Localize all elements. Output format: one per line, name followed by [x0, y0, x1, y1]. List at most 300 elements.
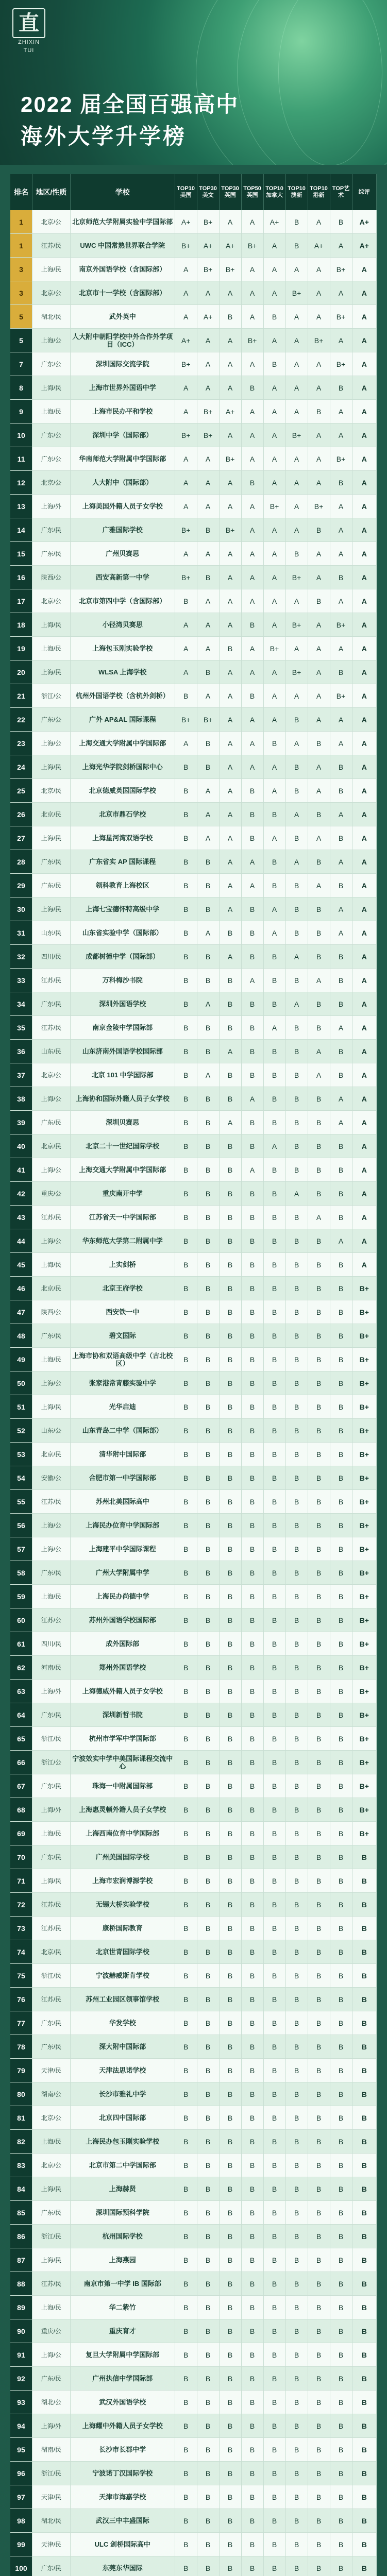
rank-cell: 90 [10, 2319, 32, 2343]
grade-cell: B [219, 2130, 241, 2154]
grade-cell: B [241, 1703, 263, 1727]
grade-cell: B [285, 2414, 308, 2438]
table-row [10, 542, 377, 566]
region-cell: 上海/民 [32, 2130, 70, 2154]
grade-cell: B [308, 2177, 330, 2201]
school-cell: 重庆育才 [70, 2319, 175, 2343]
grade-cell: B [330, 1063, 352, 1087]
region-cell: 江苏/民 [32, 1988, 70, 2011]
overall-grade-cell: A [352, 826, 377, 850]
table-row [10, 376, 377, 400]
table-row [10, 2082, 377, 2106]
grade-cell: B [263, 2414, 285, 2438]
grade-cell: B [197, 1561, 219, 1585]
grade-cell: B [175, 2154, 197, 2177]
grade-cell: B [308, 1466, 330, 1490]
grade-cell: B [175, 969, 197, 992]
grade-cell: A [308, 210, 330, 234]
grade-cell: B [308, 1751, 330, 1774]
region-cell: 江苏/民 [32, 969, 70, 992]
grade-cell: B [308, 2367, 330, 2391]
overall-grade-cell: B [352, 2035, 377, 2059]
grade-cell: B [285, 1490, 308, 1514]
grade-cell: B [330, 1040, 352, 1063]
school-cell: 华二紫竹 [70, 2296, 175, 2319]
grade-cell: B [330, 2225, 352, 2248]
overall-grade-cell: B [352, 2248, 377, 2272]
grade-cell: B+ [285, 423, 308, 447]
school-cell: 北京市十一学校（含国际部） [70, 281, 175, 305]
grade-cell: B [330, 1490, 352, 1514]
school-cell: 上海包玉刚实验学校 [70, 637, 175, 660]
grade-cell: A [330, 1111, 352, 1134]
region-cell: 浙江/公 [32, 684, 70, 708]
grade-cell: A [263, 921, 285, 945]
grade-cell: B [241, 2225, 263, 2248]
grade-cell: A [219, 755, 241, 779]
table-row [10, 637, 377, 660]
grade-cell: A [330, 637, 352, 660]
grade-cell: B [285, 1348, 308, 1371]
school-cell: 上海光华学院剑桥国际中心 [70, 755, 175, 779]
grade-cell: B [175, 2343, 197, 2367]
grade-cell: B [175, 1751, 197, 1774]
school-cell: 上海耀中外籍人员子女学校 [70, 2414, 175, 2438]
grade-cell: B [197, 2319, 219, 2343]
grade-cell: A [263, 376, 285, 400]
grade-cell: A [219, 945, 241, 969]
rank-cell: 50 [10, 1371, 32, 1395]
grade-cell: A [241, 400, 263, 423]
rank-cell: 29 [10, 874, 32, 897]
rank-cell: 1 [10, 234, 32, 258]
grade-cell: B [241, 921, 263, 945]
rank-cell: 84 [10, 2177, 32, 2201]
grade-cell: B [285, 2533, 308, 2556]
grade-cell: B [285, 1158, 308, 1182]
grade-cell: B [263, 945, 285, 969]
school-cell: 深圳国际交流学院 [70, 352, 175, 376]
overall-grade-cell: B+ [352, 1774, 377, 1798]
grade-cell: B [308, 1727, 330, 1751]
grade-cell: A [330, 542, 352, 566]
grade-cell: B [263, 2225, 285, 2248]
school-cell: 上海民办尚德中学 [70, 1585, 175, 1608]
grade-cell: B [308, 1324, 330, 1348]
overall-grade-cell: A [352, 1182, 377, 1206]
grade-cell: B [197, 2391, 219, 2414]
grade-cell: B [330, 1774, 352, 1798]
grade-cell: B [263, 2533, 285, 2556]
region-cell: 江苏/民 [32, 234, 70, 258]
rank-cell: 72 [10, 1893, 32, 1917]
grade-cell: A [241, 1087, 263, 1111]
grade-cell: B+ [197, 210, 219, 234]
grade-cell: B [285, 969, 308, 992]
grade-cell: B [175, 1656, 197, 1680]
grade-cell: B [197, 1443, 219, 1466]
grade-cell: B [285, 755, 308, 779]
school-cell: 南京市第一中学 IB 国际部 [70, 2272, 175, 2296]
grade-cell: A [330, 850, 352, 874]
grade-cell: A [175, 542, 197, 566]
grade-cell: B [219, 1371, 241, 1395]
grade-cell: B [175, 826, 197, 850]
rank-cell: 49 [10, 1348, 32, 1371]
table-row [10, 613, 377, 637]
region-cell: 广东/民 [32, 518, 70, 542]
table-row [10, 1443, 377, 1466]
grade-cell: B [219, 1419, 241, 1443]
ranking-table [10, 174, 377, 2576]
grade-cell: B [219, 1561, 241, 1585]
grade-cell: B [219, 1940, 241, 1964]
grade-cell: B [175, 1798, 197, 1822]
table-row [10, 2343, 377, 2367]
grade-cell: A [308, 779, 330, 803]
school-cell: 广州大学附属中学 [70, 1561, 175, 1585]
grade-cell: A [241, 305, 263, 329]
grade-cell: B [285, 2343, 308, 2367]
school-cell: 北京四中国际部 [70, 2106, 175, 2130]
grade-cell: A [285, 684, 308, 708]
region-cell: 广东/民 [32, 2035, 70, 2059]
region-cell: 广东/民 [32, 992, 70, 1016]
rank-cell: 3 [10, 258, 32, 281]
grade-cell: B [175, 2533, 197, 2556]
rank-cell: 38 [10, 1087, 32, 1111]
table-row [10, 1964, 377, 1988]
overall-grade-cell: B [352, 2367, 377, 2391]
region-cell: 重庆/公 [32, 2319, 70, 2343]
grade-cell: B [219, 2272, 241, 2296]
overall-grade-cell: A [352, 281, 377, 305]
grade-cell: B [219, 1063, 241, 1087]
grade-cell: B [285, 2272, 308, 2296]
school-cell: 山东济南外国语学校国际部 [70, 1040, 175, 1063]
grade-cell: B [308, 897, 330, 921]
rank-cell: 54 [10, 1466, 32, 1490]
grade-cell: B [241, 1869, 263, 1893]
region-cell: 广东/民 [32, 874, 70, 897]
region-cell: 北京/民 [32, 1443, 70, 1466]
grade-cell: B [308, 1774, 330, 1798]
school-cell: 光华启迪 [70, 1395, 175, 1419]
grade-cell: B+ [330, 352, 352, 376]
grade-cell: B [219, 1751, 241, 1774]
grade-cell: B [263, 1608, 285, 1632]
region-cell: 广东/公 [32, 708, 70, 732]
grade-cell: B [197, 2082, 219, 2106]
grade-cell: B [263, 2035, 285, 2059]
school-cell: 上海惠灵顿外籍人员子女学校 [70, 1798, 175, 1822]
grade-cell: B [263, 2059, 285, 2082]
table-row [10, 897, 377, 921]
grade-cell: B [308, 2225, 330, 2248]
grade-cell: B [241, 1182, 263, 1206]
grade-cell: B [285, 1395, 308, 1419]
grade-cell: B [308, 2296, 330, 2319]
school-cell: 广州执信中学国际部 [70, 2367, 175, 2391]
grade-cell: B+ [219, 518, 241, 542]
grade-cell: B [263, 2082, 285, 2106]
grade-cell: A [263, 826, 285, 850]
grade-cell: A+ [175, 210, 197, 234]
table-row [10, 755, 377, 779]
grade-cell: B [263, 2201, 285, 2225]
grade-cell: A [308, 471, 330, 495]
grade-cell: B [308, 1537, 330, 1561]
rank-cell: 91 [10, 2343, 32, 2367]
overall-grade-cell: B [352, 1917, 377, 1940]
rank-cell: 35 [10, 1016, 32, 1040]
region-cell: 上海/民 [32, 2296, 70, 2319]
school-cell: 小径湾贝赛思 [70, 613, 175, 637]
grade-cell: A [241, 637, 263, 660]
grade-cell: B+ [308, 329, 330, 352]
table-row [10, 566, 377, 589]
table-row [10, 1845, 377, 1869]
table-row [10, 2272, 377, 2296]
grade-cell: B [330, 2438, 352, 2462]
grade-cell: B [241, 2296, 263, 2319]
region-cell: 江苏/公 [32, 1608, 70, 1632]
grade-cell: B [263, 1040, 285, 1063]
table-row [10, 1608, 377, 1632]
table-row [10, 2130, 377, 2154]
grade-cell: B [330, 2154, 352, 2177]
grade-cell: A [197, 376, 219, 400]
rank-cell: 56 [10, 1514, 32, 1537]
school-cell: 碧文国际 [70, 1324, 175, 1348]
overall-grade-cell: A [352, 732, 377, 755]
grade-cell: B [263, 1300, 285, 1324]
region-cell: 北京/公 [32, 281, 70, 305]
school-cell: 广雅国际学校 [70, 518, 175, 542]
grade-cell: B+ [197, 423, 219, 447]
grade-cell: B [175, 1561, 197, 1585]
grade-cell: B [285, 1040, 308, 1063]
grade-cell: B [219, 1680, 241, 1703]
region-cell: 北京/公 [32, 471, 70, 495]
grade-cell: B [241, 1845, 263, 1869]
grade-cell: B [330, 2485, 352, 2509]
grade-cell: B+ [197, 258, 219, 281]
grade-cell: B [241, 1727, 263, 1751]
grade-cell: B [330, 1656, 352, 1680]
rank-cell: 32 [10, 945, 32, 969]
grade-cell: B [219, 2225, 241, 2248]
rank-cell: 14 [10, 518, 32, 542]
school-cell: 北京市第二中学国际部 [70, 2154, 175, 2177]
grade-cell: B [197, 874, 219, 897]
grade-cell: B [330, 826, 352, 850]
grade-cell: B [241, 1893, 263, 1917]
grade-cell: B [241, 1348, 263, 1371]
grade-cell: B [219, 1443, 241, 1466]
overall-grade-cell: B+ [352, 1443, 377, 1466]
column-header: 学校 [70, 174, 175, 210]
grade-cell: B [241, 1277, 263, 1300]
overall-grade-cell: A [352, 755, 377, 779]
grade-cell: B [285, 1751, 308, 1774]
grade-cell: B [197, 1917, 219, 1940]
rank-cell: 88 [10, 2272, 32, 2296]
grade-cell: B [330, 2011, 352, 2035]
grade-cell: B [285, 1798, 308, 1822]
overall-grade-cell: B [352, 2082, 377, 2106]
grade-cell: B [263, 874, 285, 897]
rank-cell: 22 [10, 708, 32, 732]
grade-cell: B [197, 2106, 219, 2130]
table-row [10, 2059, 377, 2082]
grade-cell: A [219, 376, 241, 400]
grade-cell: A [219, 1111, 241, 1134]
grade-cell: B [175, 1774, 197, 1798]
grade-cell: B [197, 2130, 219, 2154]
grade-cell: B [175, 1182, 197, 1206]
grade-cell: B [308, 1514, 330, 1537]
rank-cell: 5 [10, 329, 32, 352]
rank-cell: 65 [10, 1727, 32, 1751]
grade-cell: B [219, 2106, 241, 2130]
grade-cell: B [263, 1063, 285, 1087]
grade-cell: B [330, 1845, 352, 1869]
region-cell: 上海/公 [32, 329, 70, 352]
grade-cell: B [175, 1869, 197, 1893]
table-row [10, 2509, 377, 2533]
grade-cell: A [241, 660, 263, 684]
grade-cell: A [330, 1087, 352, 1111]
rank-cell: 31 [10, 921, 32, 945]
grade-cell: B [263, 1798, 285, 1822]
table-row [10, 1537, 377, 1561]
rank-cell: 71 [10, 1869, 32, 1893]
grade-cell: B [197, 2177, 219, 2201]
grade-cell: B [219, 2462, 241, 2485]
table-row [10, 1371, 377, 1395]
region-cell: 广东/公 [32, 447, 70, 471]
school-cell: 广东省实 AP 国际课程 [70, 850, 175, 874]
grade-cell: B [219, 1964, 241, 1988]
school-cell: 上海市世界外国语中学 [70, 376, 175, 400]
grade-cell: A [197, 589, 219, 613]
overall-grade-cell: B [352, 2154, 377, 2177]
overall-grade-cell: B [352, 1893, 377, 1917]
school-cell: 无锡大桥实验学校 [70, 1893, 175, 1917]
grade-cell: B [219, 1466, 241, 1490]
school-cell: 人大附中（国际部） [70, 471, 175, 495]
table-row [10, 1561, 377, 1585]
school-cell: 广州贝赛思 [70, 542, 175, 566]
grade-cell: B [330, 1537, 352, 1561]
grade-cell: B [219, 969, 241, 992]
grade-cell: B [175, 2319, 197, 2343]
grade-cell: B [175, 779, 197, 803]
grade-cell: B [285, 1134, 308, 1158]
school-cell: 天津法思诺学校 [70, 2059, 175, 2082]
rank-cell: 7 [10, 352, 32, 376]
table-row [10, 1585, 377, 1608]
grade-cell: B [330, 2296, 352, 2319]
rank-cell: 52 [10, 1419, 32, 1443]
rank-cell: 3 [10, 281, 32, 305]
table-row [10, 1016, 377, 1040]
school-cell: 上海赫贤 [70, 2177, 175, 2201]
grade-cell: B [197, 2414, 219, 2438]
grade-cell: B [241, 2556, 263, 2576]
rank-cell: 51 [10, 1395, 32, 1419]
grade-cell: B+ [197, 708, 219, 732]
grade-cell: B [197, 1608, 219, 1632]
region-cell: 广东/民 [32, 850, 70, 874]
grade-cell: B [241, 779, 263, 803]
region-cell: 上海/民 [32, 2248, 70, 2272]
grade-cell: B [263, 1988, 285, 2011]
region-cell: 广东/民 [32, 1703, 70, 1727]
grade-cell: B [263, 969, 285, 992]
overall-grade-cell: A [352, 921, 377, 945]
grade-cell: A [263, 589, 285, 613]
table-row [10, 1727, 377, 1751]
grade-cell: B [330, 660, 352, 684]
rank-cell: 64 [10, 1703, 32, 1727]
rank-cell: 37 [10, 1063, 32, 1087]
grade-cell: B [175, 1917, 197, 1940]
grade-cell: A [197, 471, 219, 495]
table-row [10, 1656, 377, 1680]
grade-cell: B [285, 1324, 308, 1348]
overall-grade-cell: A+ [352, 234, 377, 258]
grade-cell: B [175, 1893, 197, 1917]
region-cell: 上海/公 [32, 1087, 70, 1111]
table-row [10, 1869, 377, 1893]
region-cell: 上海/民 [32, 660, 70, 684]
table-row [10, 992, 377, 1016]
grade-cell: B [263, 1324, 285, 1348]
grade-cell: B [308, 518, 330, 542]
grade-cell: B [330, 1348, 352, 1371]
grade-cell: B [197, 1727, 219, 1751]
grade-cell: B [330, 1680, 352, 1703]
grade-cell: B [330, 945, 352, 969]
grade-cell: B [197, 660, 219, 684]
table-row [10, 1348, 377, 1371]
grade-cell: B [330, 1395, 352, 1419]
school-cell: 清华附中国际部 [70, 1443, 175, 1466]
grade-cell: B [175, 1940, 197, 1964]
grade-cell: A [330, 329, 352, 352]
grade-cell: B [330, 2248, 352, 2272]
table-row [10, 2248, 377, 2272]
grade-cell: A [197, 637, 219, 660]
grade-cell: B [219, 2509, 241, 2533]
grade-cell: B [241, 1134, 263, 1158]
grade-cell: B [308, 2414, 330, 2438]
grade-cell: B [285, 1917, 308, 1940]
region-cell: 广东/民 [32, 542, 70, 566]
overall-grade-cell: B+ [352, 1324, 377, 1348]
grade-cell: A [263, 447, 285, 471]
grade-cell: B [263, 2106, 285, 2130]
grade-cell: A [175, 447, 197, 471]
grade-cell: B+ [175, 518, 197, 542]
grade-cell: B+ [285, 613, 308, 637]
grade-cell: A [219, 329, 241, 352]
grade-cell: A [263, 897, 285, 921]
grade-cell: A [263, 660, 285, 684]
grade-cell: B [285, 210, 308, 234]
